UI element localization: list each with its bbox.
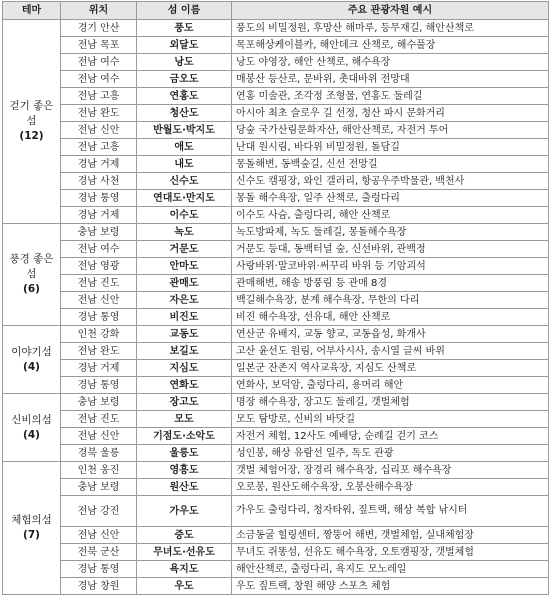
location-cell: 경남 거제 — [61, 360, 137, 377]
table-row — [3, 561, 549, 578]
theme-cell — [3, 224, 61, 326]
attractions-cell: 연홍 미술관, 조각정 조형물, 연홍도 둘레길 — [232, 88, 549, 105]
table-row — [3, 479, 549, 496]
island-name-cell: 연홍도 — [137, 88, 232, 105]
table-row — [3, 578, 549, 595]
table-row — [3, 544, 549, 561]
attractions-cell: 연화사, 보덕암, 출렁다리, 용머리 해안 — [232, 377, 549, 394]
island-name-cell: 안마도 — [137, 258, 232, 275]
theme-name: 걷기 좋은 섬 — [9, 100, 54, 127]
theme-name: 체험의섬 — [11, 514, 52, 526]
location-cell: 경남 사천 — [61, 173, 137, 190]
location-cell: 전남 진도 — [61, 275, 137, 292]
attractions-cell: 당숲 국가산림문화자산, 해안산책로, 자전거 투어 — [232, 122, 549, 139]
location-cell: 충남 보령 — [61, 224, 137, 241]
location-cell: 전남 진도 — [61, 411, 137, 428]
island-name-cell: 녹도 — [137, 224, 232, 241]
location-cell: 전남 고흥 — [61, 139, 137, 156]
location-cell: 전남 완도 — [61, 343, 137, 360]
island-name-cell: 증도 — [137, 527, 232, 544]
table-row — [3, 411, 549, 428]
theme-count: (4) — [23, 360, 40, 373]
attractions-cell: 비진 해수욕장, 선유대, 해안 산책로 — [232, 309, 549, 326]
attractions-cell: 가우도 출렁다리, 청자타워, 짚트랙, 해상 복합 낚시터 — [232, 496, 549, 527]
table-row — [3, 224, 549, 241]
attractions-cell: 고산 윤선도 원림, 어부사시사, 송시열 글씨 바위 — [232, 343, 549, 360]
location-cell: 전남 신안 — [61, 122, 137, 139]
table-row — [3, 156, 549, 173]
location-cell: 전남 목포 — [61, 37, 137, 54]
table-row — [3, 377, 549, 394]
location-cell: 전남 여수 — [61, 241, 137, 258]
attractions-cell: 거문도 등대, 동백터널 숲, 신선바위, 관백정 — [232, 241, 549, 258]
theme-count: (4) — [23, 428, 40, 441]
attractions-cell: 우도 짚트랙, 창원 해양 스포츠 체험 — [232, 578, 549, 595]
location-cell: 인천 강화 — [61, 326, 137, 343]
island-name-cell: 보길도 — [137, 343, 232, 360]
theme-cell — [3, 20, 61, 224]
location-cell: 전남 신안 — [61, 527, 137, 544]
table-row — [3, 428, 549, 445]
location-cell: 충남 보령 — [61, 479, 137, 496]
table-row — [3, 54, 549, 71]
location-cell: 전남 완도 — [61, 105, 137, 122]
island-name-cell: 울릉도 — [137, 445, 232, 462]
attractions-cell: 백길해수욕장, 분계 해수욕장, 무한의 다리 — [232, 292, 549, 309]
attractions-cell: 매봉산 등산로, 문바위, 촛대바위 전망대 — [232, 71, 549, 88]
island-tourism-table — [2, 1, 549, 595]
table-row — [3, 173, 549, 190]
location-cell: 전북 군산 — [61, 544, 137, 561]
theme-cell — [3, 462, 61, 595]
table-body — [3, 20, 549, 595]
island-name-cell: 자은도 — [137, 292, 232, 309]
attractions-cell: 난대 원시림, 바다위 비밀정원, 돌담길 — [232, 139, 549, 156]
attractions-cell: 명장 해수욕장, 장고도 둘레길, 갯벌체험 — [232, 394, 549, 411]
island-table-container — [0, 1, 550, 592]
table-row — [3, 105, 549, 122]
location-cell: 경북 울릉 — [61, 445, 137, 462]
theme-count: (6) — [23, 283, 40, 295]
table-row — [3, 292, 549, 309]
theme-cell — [3, 394, 61, 462]
island-name-cell: 원산도 — [137, 479, 232, 496]
theme-name: 신비의섬 — [11, 413, 52, 426]
island-name-cell: 우도 — [137, 578, 232, 595]
table-row — [3, 326, 549, 343]
table-row — [3, 258, 549, 275]
island-name-cell: 지심도 — [137, 360, 232, 377]
island-name-cell: 반월도·박지도 — [137, 122, 232, 139]
header-attractions: 주요 관광자원 예시 — [232, 2, 549, 20]
island-name-cell: 애도 — [137, 139, 232, 156]
island-name-cell: 가우도 — [137, 496, 232, 527]
attractions-cell: 아시아 최초 슬로우 길 선정, 청산 파시 문화거리 — [232, 105, 549, 122]
island-name-cell: 비진도 — [137, 309, 232, 326]
table-row — [3, 343, 549, 360]
table-row — [3, 360, 549, 377]
attractions-cell: 오로봉, 원산도해수욕장, 오봉산해수욕장 — [232, 479, 549, 496]
header-island-name: 섬 이름 — [137, 2, 232, 20]
island-name-cell: 관매도 — [137, 275, 232, 292]
theme-name: 이야기섬 — [11, 345, 52, 358]
attractions-cell: 관매해변, 해송 방풍림 등 관매 8경 — [232, 275, 549, 292]
island-name-cell: 이수도 — [137, 207, 232, 224]
island-name-cell: 연화도 — [137, 377, 232, 394]
theme-cell — [3, 326, 61, 394]
table-row — [3, 394, 549, 411]
table-row — [3, 496, 549, 527]
table-row — [3, 527, 549, 544]
island-name-cell: 외달도 — [137, 37, 232, 54]
attractions-cell: 무녀도 쥐똥섬, 선유도 해수욕장, 오토캠핑장, 갯벌체험 — [232, 544, 549, 561]
location-cell: 경남 거제 — [61, 207, 137, 224]
theme-name: 풍경 좋은 섬 — [9, 253, 54, 280]
island-name-cell: 낭도 — [137, 54, 232, 71]
location-cell: 전남 고흥 — [61, 88, 137, 105]
table-row — [3, 309, 549, 326]
table-row — [3, 122, 549, 139]
location-cell: 인천 옹진 — [61, 462, 137, 479]
location-cell: 전남 신안 — [61, 292, 137, 309]
location-cell: 전남 여수 — [61, 54, 137, 71]
island-name-cell: 기점도·소악도 — [137, 428, 232, 445]
table-row — [3, 88, 549, 105]
attractions-cell: 갯벌 체험어장, 장경리 해수욕장, 십리포 해수욕장 — [232, 462, 549, 479]
attractions-cell: 이수도 사슴, 출렁다리, 해안 산책로 — [232, 207, 549, 224]
attractions-cell: 녹도방파제, 녹도 둘레길, 몽돌해수욕장 — [232, 224, 549, 241]
attractions-cell: 사랑바위·말코바위·써꾸리 바위 등 기암괴석 — [232, 258, 549, 275]
island-name-cell: 장고도 — [137, 394, 232, 411]
location-cell: 전남 영광 — [61, 258, 137, 275]
location-cell: 경남 통영 — [61, 190, 137, 207]
table-row — [3, 20, 549, 37]
table-row — [3, 275, 549, 292]
location-cell: 경남 통영 — [61, 377, 137, 394]
location-cell: 충남 보령 — [61, 394, 137, 411]
attractions-cell: 소금동굴 힐링센터, 짱뚱어 해변, 갯벌체험, 실내체험장 — [232, 527, 549, 544]
attractions-cell: 풍도의 비밀정원, 후망산 해마루, 등무재길, 해안산책로 — [232, 20, 549, 37]
table-header-row — [3, 2, 549, 20]
location-cell: 경기 안산 — [61, 20, 137, 37]
attractions-cell: 해안산책로, 출렁다리, 욕지도 모노레일 — [232, 561, 549, 578]
island-name-cell: 거문도 — [137, 241, 232, 258]
attractions-cell: 몽돌 해수욕장, 일주 산책로, 출렁다리 — [232, 190, 549, 207]
location-cell: 전남 여수 — [61, 71, 137, 88]
header-theme: 테마 — [3, 2, 61, 20]
island-name-cell: 청산도 — [137, 105, 232, 122]
table-row — [3, 37, 549, 54]
location-cell: 전남 강진 — [61, 496, 137, 527]
island-name-cell: 신수도 — [137, 173, 232, 190]
location-cell: 전남 신안 — [61, 428, 137, 445]
island-name-cell: 영흥도 — [137, 462, 232, 479]
attractions-cell: 목포해상케이블카, 해안데크 산책로, 해수풀장 — [232, 37, 549, 54]
header-location: 위치 — [61, 2, 137, 20]
attractions-cell: 자전거 체험, 12사도 예배당, 순례길 걷기 코스 — [232, 428, 549, 445]
location-cell: 경남 거제 — [61, 156, 137, 173]
location-cell: 경남 통영 — [61, 561, 137, 578]
island-name-cell: 교동도 — [137, 326, 232, 343]
attractions-cell: 일본군 잔존지 역사교육장, 지심도 산책로 — [232, 360, 549, 377]
island-name-cell: 내도 — [137, 156, 232, 173]
table-row — [3, 71, 549, 88]
attractions-cell: 연산군 유배지, 교동 향교, 교동읍성, 화개사 — [232, 326, 549, 343]
island-name-cell: 풍도 — [137, 20, 232, 37]
location-cell: 경남 창원 — [61, 578, 137, 595]
island-name-cell: 모도 — [137, 411, 232, 428]
attractions-cell: 모도 탐방로, 신비의 바닷길 — [232, 411, 549, 428]
table-row — [3, 241, 549, 258]
attractions-cell: 신수도 캠핑장, 와인 갤러리, 항공우주박물관, 백천사 — [232, 173, 549, 190]
table-row — [3, 190, 549, 207]
island-name-cell: 욕지도 — [137, 561, 232, 578]
location-cell: 경남 통영 — [61, 309, 137, 326]
table-row — [3, 139, 549, 156]
table-row — [3, 207, 549, 224]
attractions-cell: 몽돌해변, 동백숲길, 신선 전망길 — [232, 156, 549, 173]
theme-count: (7) — [23, 529, 40, 541]
theme-count: (12) — [19, 130, 44, 142]
island-name-cell: 무녀도·선유도 — [137, 544, 232, 561]
table-row — [3, 462, 549, 479]
attractions-cell: 성인봉, 해상 유람선 일주, 독도 관광 — [232, 445, 549, 462]
island-name-cell: 연대도·만지도 — [137, 190, 232, 207]
attractions-cell: 낭도 야영장, 해안 산책로, 해수욕장 — [232, 54, 549, 71]
island-name-cell: 금오도 — [137, 71, 232, 88]
table-row — [3, 445, 549, 462]
